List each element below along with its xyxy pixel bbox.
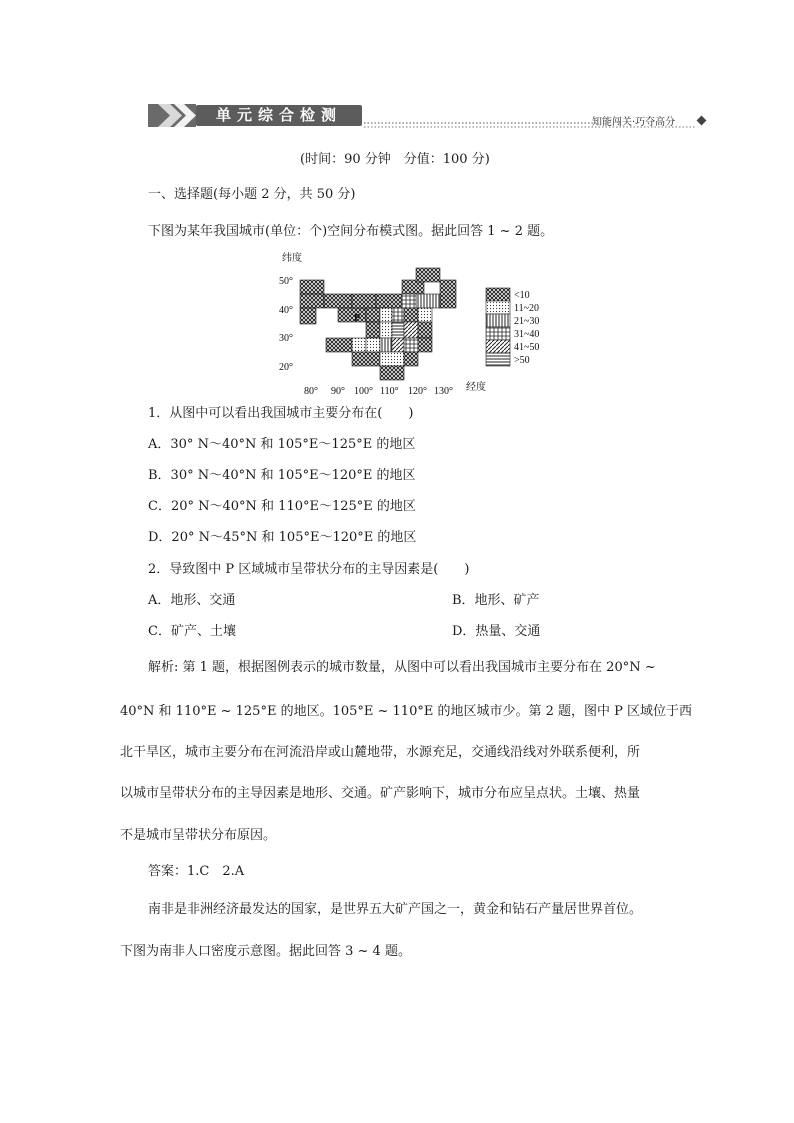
legend-label: 21~30	[514, 316, 540, 327]
lon-tick: 100°	[354, 386, 373, 396]
intro-2-line: 下图为南非人口密度示意图。据此回答 3 ~ 4 题。	[120, 944, 411, 959]
lat-tick: 30°	[279, 333, 293, 344]
legend-label: 31~40	[514, 329, 540, 340]
lon-tick: 110°	[380, 386, 399, 396]
q1-option-b: B．30° N～40°N 和 105°E～120°E 的地区	[148, 468, 416, 483]
lon-tick: 80°	[304, 386, 318, 396]
lat-ticks	[279, 276, 293, 373]
analysis-line: 解析: 第 1 题，根据图例表示的城市数量，从图中可以看出我国城市主要分布在 20°N ~	[148, 660, 656, 675]
q2-option-a: A．地形、交通	[148, 593, 236, 608]
legend-swatch	[486, 353, 510, 366]
legend-swatch	[486, 340, 510, 353]
question-intro: 下图为某年我国城市(单位：个)空间分布模式图。据此回答 1 ~ 2 题。	[148, 224, 554, 239]
analysis-line: 北干旱区，城市主要分布在河流沿岸或山麓地带，水源充足，交通线沿线对外联系便利，所	[120, 745, 641, 760]
legend-swatch	[486, 301, 510, 314]
legend-swatch	[486, 288, 510, 301]
legend-swatch	[486, 327, 510, 340]
q1-option-c: C．20° N～40°N 和 110°E～125°E 的地区	[148, 499, 416, 514]
q2-option-d: D．热量、交通	[452, 624, 541, 639]
unit-review-title: 单元综合检测	[196, 105, 362, 126]
city-distribution-chart	[276, 250, 566, 396]
exam-info: (时间：90 分钟 分值：100 分)	[300, 152, 490, 167]
q1-option-d: D．20° N～45°N 和 105°E～120°E 的地区	[148, 530, 417, 545]
q2-option-c: C．矿产、土壤	[148, 624, 236, 639]
lat-tick: 20°	[279, 362, 293, 373]
lon-ticks	[304, 386, 453, 396]
intro-2-line: 南非是非洲经济最发达的国家，是世界五大矿产国之一，黄金和钻石产量居世界首位。	[148, 902, 643, 917]
y-axis-label: 纬度	[282, 253, 302, 264]
map-grid	[300, 268, 456, 380]
q2-stem: 2．导致图中 P 区域城市呈带状分布的主导因素是( )	[148, 562, 470, 577]
legend-label: >50	[514, 355, 530, 366]
analysis-line: 以城市呈带状分布的主导因素是地形、交通。矿产影响下，城市分布应呈点状。土壤、热量	[120, 786, 641, 801]
legend-label: 41~50	[514, 342, 540, 353]
lat-tick: 50°	[279, 276, 293, 287]
q2-option-b: B．地形、矿产	[452, 593, 540, 608]
legend-label: <10	[514, 290, 530, 301]
analysis-line: 不是城市呈带状分布原因。	[120, 828, 277, 843]
city-distribution-figure	[276, 250, 566, 396]
banner-tagline: 知能闯关·巧夺高分	[592, 117, 676, 128]
x-axis-label: 经度	[466, 382, 486, 393]
lon-tick: 130°	[434, 386, 453, 396]
section-title: 一、选择题(每小题 2 分，共 50 分)	[148, 187, 356, 202]
lat-tick: 40°	[279, 305, 293, 316]
lon-tick: 120°	[408, 386, 427, 396]
analysis-line: 40°N 和 110°E ~ 125°E 的地区。105°E ~ 110°E 的地区城市少。第 2 题，图中 P 区域位于西	[120, 704, 693, 719]
lon-tick: 90°	[331, 386, 345, 396]
legend-swatch	[486, 314, 510, 327]
answer-line: 答案：1.C 2.A	[148, 864, 245, 879]
region-p-label: P	[354, 313, 361, 324]
legend-label: 11~20	[514, 303, 540, 314]
legend	[486, 288, 510, 366]
q1-option-a: A．30° N～40°N 和 105°E～125°E 的地区	[148, 437, 416, 452]
q1-stem: 1．从图中可以看出我国城市主要分布在( )	[148, 406, 414, 421]
legend-labels	[514, 290, 539, 366]
